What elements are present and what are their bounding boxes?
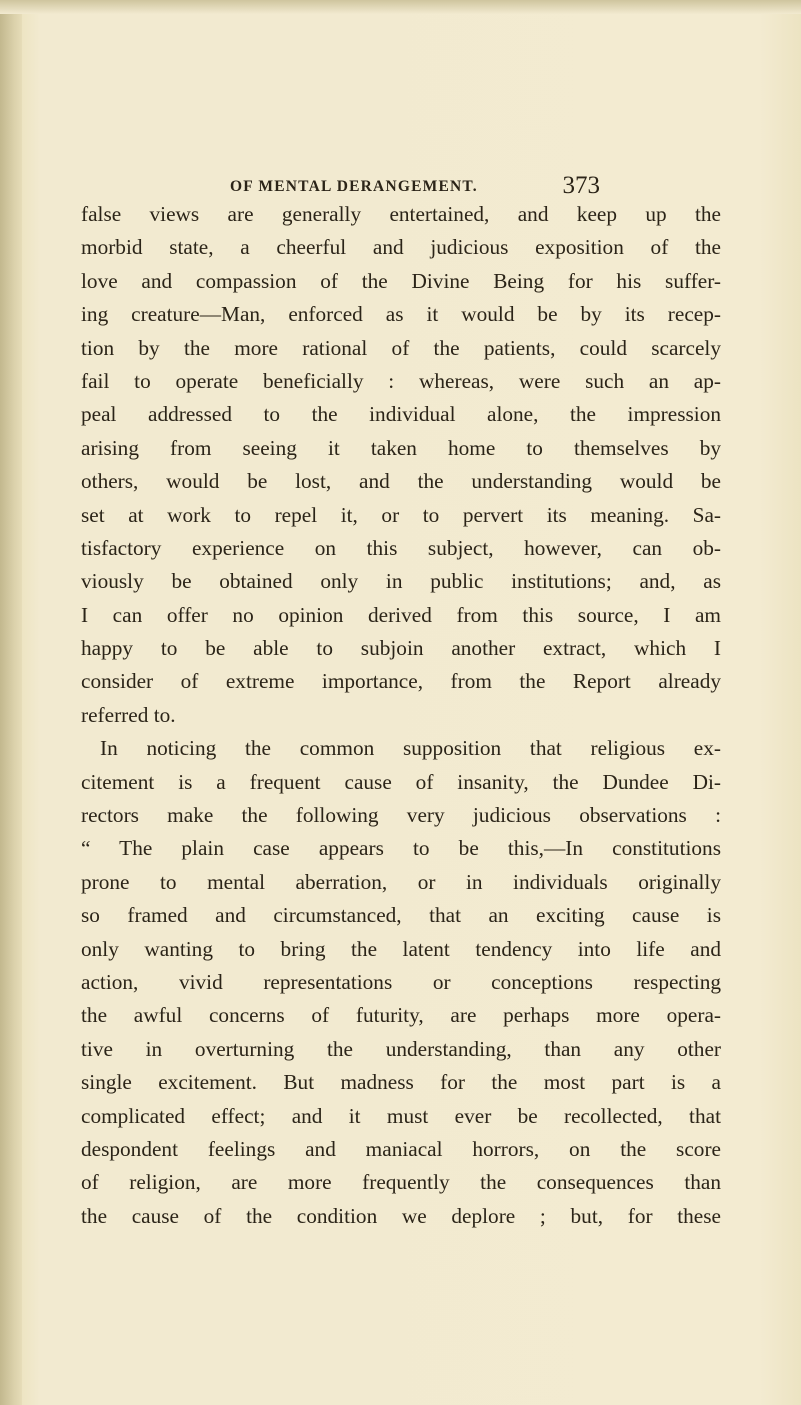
text-line: prone to mental aberration, or in individuals originally — [81, 869, 721, 894]
text-line: tion by the more rational of the patients, could scarcely — [81, 335, 721, 360]
text-line: viously be obtained only in public institutions; and, as — [81, 569, 721, 594]
text-line: so framed and circumstanced, that an exciting cause is — [81, 903, 721, 928]
text-line: false views are generally entertained, and keep up the — [81, 202, 721, 226]
text-line: action, vivid representations or conceptions respecting — [81, 969, 721, 994]
text-line: the awful concerns of futurity, are perhaps more opera- — [81, 1003, 721, 1028]
text-line: happy to be able to subjoin another extract, which I — [81, 636, 721, 661]
text-line: rectors make the following very judicious observations : — [81, 803, 721, 828]
text-line: single excitement. But madness for the most part is a — [81, 1070, 721, 1095]
page-top-edge — [0, 0, 801, 14]
text-line: tive in overturning the understanding, than any other — [81, 1036, 721, 1061]
text-line: In noticing the common supposition that religious ex- — [100, 736, 721, 761]
text-line: tisfactory experience on this subject, however, can ob- — [81, 535, 721, 560]
page-number: 373 — [562, 172, 600, 199]
page-binding-shadow — [0, 0, 22, 1405]
text-line: peal addressed to the individual alone, the impression — [81, 402, 721, 427]
text-line: of religion, are more frequently the consequences than — [81, 1170, 721, 1195]
body-text — [81, 198, 721, 1233]
text-line: complicated effect; and it must ever be recollected, that — [81, 1103, 721, 1128]
text-line: others, would be lost, and the understanding would be — [81, 469, 721, 494]
text-line: consider of extreme importance, from the Report already — [81, 669, 721, 694]
text-line: ing creature—Man, enforced as it would be by its recep- — [81, 302, 721, 327]
text-line: morbid state, a cheerful and judicious exposition of the — [81, 235, 721, 260]
text-line: love and compassion of the Divine Being for his suffer- — [81, 268, 721, 293]
text-line: referred to. — [81, 702, 176, 727]
text-line: citement is a frequent cause of insanity, the Dundee Di- — [81, 769, 721, 794]
text-line: “ The plain case appears to be this,—In constitutions — [81, 836, 721, 861]
running-head: OF MENTAL DERANGEMENT. — [230, 178, 478, 195]
text-line: arising from seeing it taken home to themselves by — [81, 435, 721, 460]
text-line: set at work to repel it, or to pervert its meaning. Sa- — [81, 502, 721, 527]
text-line: only wanting to bring the latent tendency into life and — [81, 936, 721, 961]
text-line: I can offer no opinion derived from this source, I am — [81, 602, 721, 627]
text-line: despondent feelings and maniacal horrors, on the score — [81, 1136, 721, 1161]
text-line: the cause of the condition we deplore ; but, for these — [81, 1203, 721, 1228]
text-line: fail to operate beneficially : whereas, were such an ap- — [81, 368, 721, 393]
